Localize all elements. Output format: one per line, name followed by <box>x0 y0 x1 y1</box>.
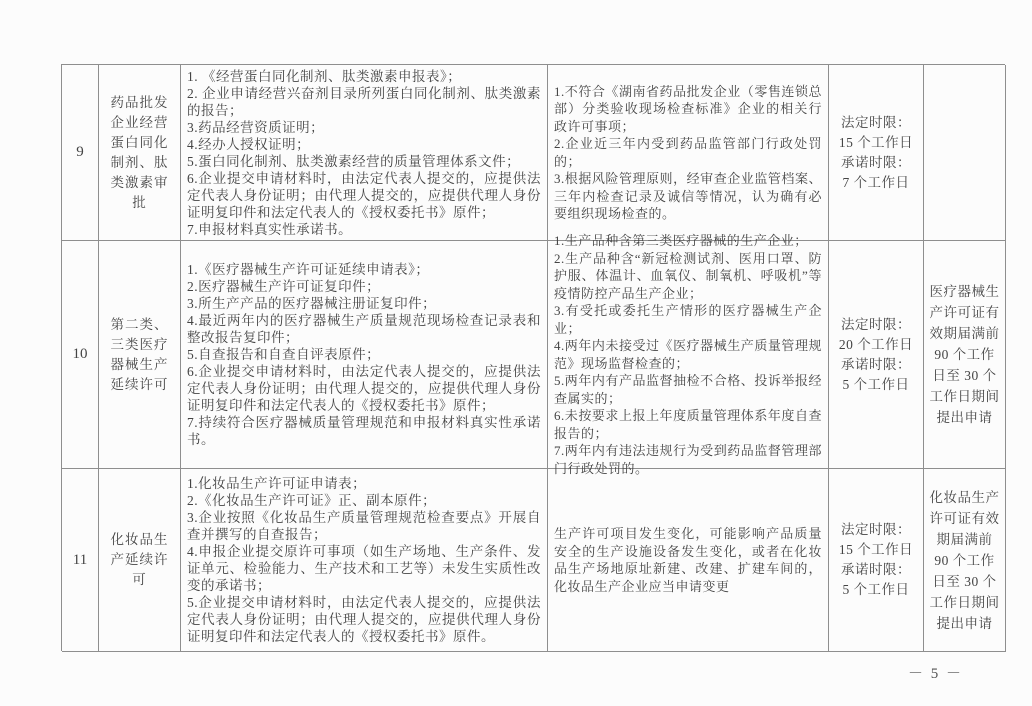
row-number: 9 <box>76 144 84 160</box>
condition-line: 1.不符合《湖南省药品批发企业（零售连锁总部）分类验收现场检查标准》企业的相关行政许可事项； <box>554 83 822 134</box>
material-line: 5.企业提交申请材料时，由法定代表人提交的，应提供法定代表人身份证明；由代理人提交的，应提供代理人身份证明复印件和法定代表人的《授权委托书》原件。 <box>187 595 541 644</box>
row-number: 11 <box>72 551 88 568</box>
material-line: 6.企业提交申请材料时，由法定代表人提交的，应提供法定代表人身份证明；由代理人提交的，应提供代理人身份证明复印件和法定代表人的《授权委托书》原件； <box>187 364 541 413</box>
table-row-10-materials-cell <box>181 241 548 469</box>
material-line: 2.《化妆品生产许可证》正、副本原件； <box>187 493 437 508</box>
material-line: 5.自查报告和自查自评表原件； <box>187 347 381 362</box>
item-name: 化妆品生产延续许可 <box>110 532 169 587</box>
condition-line: 1.生产品种含第三类医疗器械的生产企业； <box>554 233 808 248</box>
condition-line: 5.两年内有产品监督抽检不合格、投诉举报经查属实的； <box>554 373 822 406</box>
material-line: 4.申报企业提交原许可事项（如生产场地、生产条件、发证单元、检验能力、生产技术和工艺等）未发生实质性改变的承诺书； <box>187 544 541 593</box>
table-row-11-conditions-cell <box>548 469 829 652</box>
material-line: 7.申报材料真实性承诺书。 <box>187 221 353 237</box>
time-limit-line: 承诺时限： <box>841 356 911 372</box>
material-line: 1.化妆品生产许可证申请表； <box>187 476 367 491</box>
condition-line: 3.有受托或委托生产情形的医疗器械生产企业； <box>554 303 822 336</box>
table-row-10-conditions-cell <box>548 233 829 476</box>
material-line: 4.最近两年内的医疗器械生产质量规范现场检查记录表和整改报告复印件； <box>187 313 541 345</box>
material-line: 1. 《经营蛋白同化制剂、肽类激素申报表》； <box>187 68 462 84</box>
time-limit-line: 5 个工作日 <box>842 376 910 392</box>
time-limit-line: 20 个工作日 <box>838 336 914 352</box>
time-limit-line: 15 个工作日 <box>838 134 914 150</box>
page-number: － 5 － <box>908 666 964 682</box>
table-row-9-seq-cell <box>62 65 99 241</box>
material-line: 3.所生产产品的医疗器械注册证复印件； <box>187 296 437 311</box>
time-limit-line: 承诺时限： <box>841 154 911 170</box>
item-name: 药品批发企业经营蛋白同化制剂、肽类激素审批 <box>110 94 169 210</box>
table-row-11-note-cell <box>924 469 1006 652</box>
table-row-10-seq-cell <box>62 241 99 469</box>
table-row-9-name-cell <box>99 65 181 241</box>
condition-line: 生产许可项目发生变化，可能影响产品质量安全的生产设施设备发生变化，或者在化妆品生产场地原址新建、改建、扩建车间的，化妆品生产企业应当申请变更 <box>554 526 822 594</box>
table-row-10-note-cell <box>924 241 1006 469</box>
note-text: 化妆品生产许可证有效期届满前 90 个工作日至 30 个工作日期间提出申请 <box>929 489 1000 631</box>
material-line: 7.持续符合医疗器械质量管理规范和申报材料真实性承诺书。 <box>187 415 541 447</box>
condition-line: 2.企业近三年内受到药品监管部门行政处罚的； <box>554 136 822 169</box>
condition-line: 7.两年内有违法违规行为受到药品监督管理部门行政处罚的。 <box>554 443 822 476</box>
row-number: 10 <box>72 346 88 362</box>
condition-line: 2.生产品种含“新冠检测试剂、医用口罩、防护服、体温计、血氧仪、制氧机、呼吸机”等疫情防控产品生产企业； <box>554 250 822 301</box>
material-line: 4.经办人授权证明； <box>187 136 311 152</box>
table-row-11-seq-cell <box>62 469 99 652</box>
material-line: 5.蛋白同化制剂、肽类激素经营的质量管理体系文件； <box>187 153 521 169</box>
material-line: 2. 企业申请经营兴奋剂目录所列蛋白同化制剂、肽类激素的报告； <box>187 85 541 118</box>
table-row-9-note-cell <box>924 65 1006 241</box>
table-row-9-time-limit-cell <box>829 65 924 241</box>
table-row-11-materials-cell <box>181 469 548 652</box>
material-line: 3.药品经营资质证明； <box>187 119 325 135</box>
time-limit-line: 承诺时限： <box>841 562 911 577</box>
note-text: 医疗器械生产许可证有效期届满前 90 个工作日至 30 个工作日期间提出申请 <box>929 284 1000 425</box>
material-line: 2.医疗器械生产许可证复印件； <box>187 279 381 294</box>
condition-line: 3.根据风险管理原则，经审查企业监管档案、三年内检查记录及诚信等情况，认为确有必要组织现场检查的。 <box>554 171 822 221</box>
condition-line: 4.两年内未接受过《医疗器械生产质量管理规范》现场监督检查的； <box>554 338 822 371</box>
material-line: 1.《医疗器械生产许可证延续申请表》； <box>187 262 430 277</box>
time-limit-line: 法定时限： <box>841 114 911 130</box>
table-row-10-time-limit-cell <box>829 241 924 469</box>
condition-line: 6.未按要求上报上年度质量管理体系年度自查报告的； <box>554 408 822 441</box>
material-line: 3.企业按照《化妆品生产质量管理规范检查要点》开展自查并撰写的自查报告； <box>187 510 541 542</box>
item-name: 第二类、三类医疗器械生产延续许可 <box>110 316 169 392</box>
table-row-11-time-limit-cell <box>829 469 924 652</box>
time-limit-line: 5 个工作日 <box>842 582 910 597</box>
time-limit-line: 15 个工作日 <box>838 542 914 557</box>
table-row-11-name-cell <box>99 469 181 652</box>
table-row-9-materials-cell <box>181 65 548 241</box>
time-limit-line: 7 个工作日 <box>842 174 910 190</box>
time-limit-line: 法定时限： <box>841 522 911 537</box>
table-row-9-conditions-cell <box>548 65 829 241</box>
material-line: 6.企业提交申请材料时，由法定代表人提交的，应提供法定代表人身份证明；由代理人提交的，应提供代理人身份证明复印件和法定代表人的《授权委托书》原件； <box>187 170 541 220</box>
time-limit-line: 法定时限： <box>841 316 911 332</box>
table-row-10-name-cell <box>99 241 181 469</box>
approval-items-table <box>61 64 1005 651</box>
